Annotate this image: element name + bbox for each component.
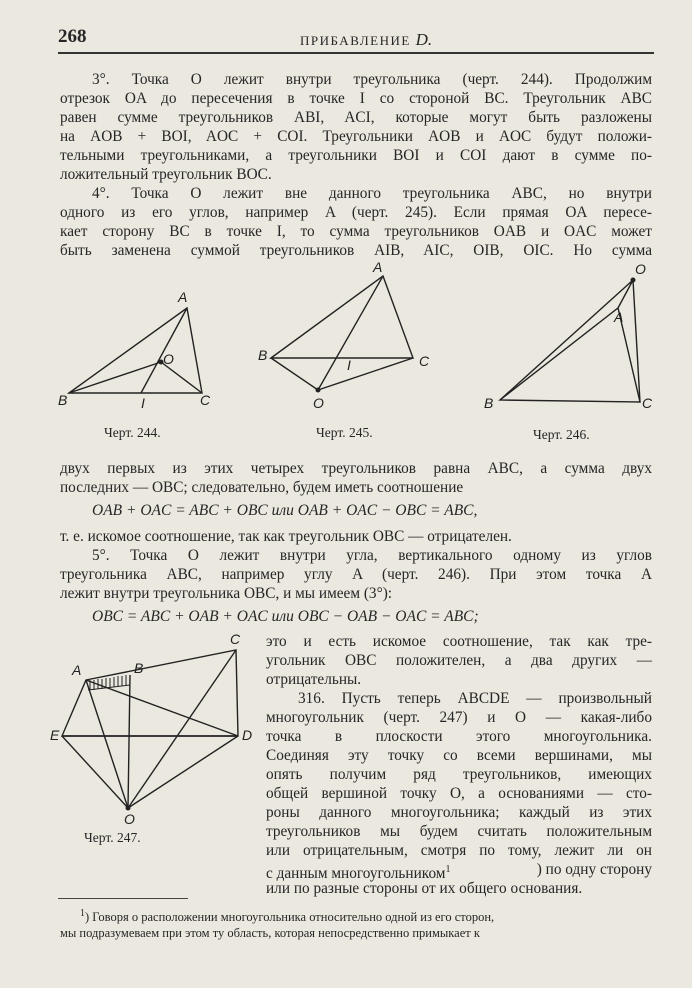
fig246-label-b: B bbox=[484, 395, 494, 411]
fig247-label-c: C bbox=[230, 631, 241, 647]
running-header-title: ПРИБАВЛЕНИЕ bbox=[300, 33, 411, 48]
text-line: лежит внутри треугольника OBC, и мы имеем (3°): bbox=[60, 585, 393, 602]
text-line: точка в плоскости этого многоугольника. bbox=[266, 728, 652, 745]
caption-246: Черт. 246. bbox=[533, 427, 590, 442]
fig247-label-b: B bbox=[134, 660, 144, 676]
text-segment: с данным многоугольником$^1$ bbox=[266, 864, 451, 883]
figure-246 bbox=[478, 262, 658, 412]
fig244-label-c: C bbox=[200, 392, 211, 408]
fig247-label-d: D bbox=[242, 727, 253, 743]
equation-2: OBC = ABC + OAB + OAC или OBC − OAB − OAC = ABC; bbox=[92, 608, 479, 625]
equation-1: OAB + OAC = ABC + OBC или OAB + OAC − OBC = ABC, bbox=[92, 502, 478, 519]
footnote-ref: 1 bbox=[445, 864, 451, 875]
text-line: двух первых из этих четырех треугольников равна ABC, а сумма двух bbox=[60, 460, 652, 477]
text-line: ложительный треугольник BOC. bbox=[60, 166, 272, 183]
fig245-label-o: O bbox=[313, 395, 324, 411]
fig245-label-c: C bbox=[419, 353, 430, 369]
text-line: треугольников мы будем считать положительным bbox=[266, 823, 652, 840]
figure-245 bbox=[255, 259, 440, 411]
text-line: кает сторону BC в точке I, то сумма треугольников OAB и OAC может bbox=[60, 223, 652, 240]
footnote-line: $^1$) Говоря о расположении многоугольника относительно одной из его сторон, bbox=[80, 908, 495, 925]
figure-247 bbox=[50, 630, 260, 827]
text-line: 5°. Точка О лежит внутри угла, вертикального одному из углов bbox=[92, 547, 652, 564]
fig246-label-c: C bbox=[642, 395, 653, 411]
text-line: отрицательны. bbox=[266, 671, 362, 688]
text-line: отрезок OA до пересечения в точке I со стороной BC. Треугольник ABC bbox=[60, 90, 652, 107]
text-line: Соединяя эту точку со всеми вершинами, мы bbox=[266, 747, 652, 764]
text-line: равен сумме треугольников ABI, ACI, которые могут быть разложены bbox=[60, 109, 652, 126]
text-line: угольник OBC положителен, а два других — bbox=[266, 652, 652, 669]
text-line: треугольника ABC, например углу A (черт. 246). При этом точка A bbox=[60, 566, 652, 583]
text-line: быть заменена суммой треугольников AIB, AIC, OIB, OIC. Но сумма bbox=[60, 242, 652, 259]
text-line: т. е. искомое соотношение, так как треугольник OBC — отрицателен. bbox=[60, 528, 512, 545]
text-line: тельными треугольниками, а треугольники BOI и COI дают в сумме по- bbox=[60, 147, 652, 164]
text-line: на AOB + BOI, AOC + COI. Треугольники AOB и AOC будут положи- bbox=[60, 128, 652, 145]
fig244-label-o: O bbox=[163, 351, 174, 367]
fig245-label-b: B bbox=[258, 347, 268, 363]
text-line: многоугольник (черт. 247) и O — какая-либо bbox=[266, 709, 652, 726]
header-rule bbox=[58, 52, 654, 54]
fig244-label-i: I bbox=[141, 395, 145, 411]
text-line: или отрицательным, смотря по тому, лежит ли он bbox=[266, 842, 652, 859]
fig246-label-o: O bbox=[635, 261, 646, 277]
text-line: роны данного многоугольника; каждый из этих bbox=[266, 804, 652, 821]
text-line: 316. Пусть теперь ABCDE — произвольный bbox=[298, 690, 652, 707]
caption-245: Черт. 245. bbox=[316, 425, 373, 440]
footnote-rule bbox=[58, 898, 188, 899]
running-header-letter: D. bbox=[415, 30, 433, 49]
fig245-label-a: A bbox=[373, 259, 383, 275]
fig245-label-i: I bbox=[347, 357, 351, 373]
text-line: это и есть искомое соотношение, так как тре- bbox=[266, 633, 652, 650]
text-line: одного из его углов, например A (черт. 245). Если прямая OA пересе- bbox=[60, 204, 652, 221]
footnote-marker: 1 bbox=[80, 908, 85, 919]
caption-244: Черт. 244. bbox=[104, 425, 161, 440]
text-line: 4°. Точка О лежит вне данного треугольника ABC, но внутри bbox=[92, 185, 652, 202]
text-line: общей вершиной точку O, а основаниями — сто- bbox=[266, 785, 652, 802]
fig247-label-o: O bbox=[124, 811, 135, 827]
text-line: 3°. Точка О лежит внутри треугольника (черт. 244). Продолжим bbox=[92, 71, 652, 88]
fig247-label-a: A bbox=[72, 662, 82, 678]
figure-244 bbox=[55, 280, 225, 410]
text-line: или по разные стороны от их общего основания. bbox=[266, 880, 583, 897]
running-header bbox=[300, 30, 432, 50]
text-line: опять получим ряд треугольников, имеющих bbox=[266, 766, 652, 783]
fig244-label-a: A bbox=[178, 289, 188, 305]
text-line: последних — OBC; следовательно, будем иметь соотношение bbox=[60, 479, 464, 496]
fig246-label-a: A bbox=[614, 309, 624, 325]
fig244-label-b: B bbox=[58, 392, 68, 408]
fig247-label-e: E bbox=[50, 727, 60, 743]
text-segment: ) по одну сторону bbox=[536, 861, 652, 878]
caption-247: Черт. 247. bbox=[84, 830, 141, 845]
page-number: 268 bbox=[58, 26, 87, 47]
footnote-line: мы подразумеваем при этом ту область, которая непосредственно примыкает к bbox=[60, 926, 480, 940]
